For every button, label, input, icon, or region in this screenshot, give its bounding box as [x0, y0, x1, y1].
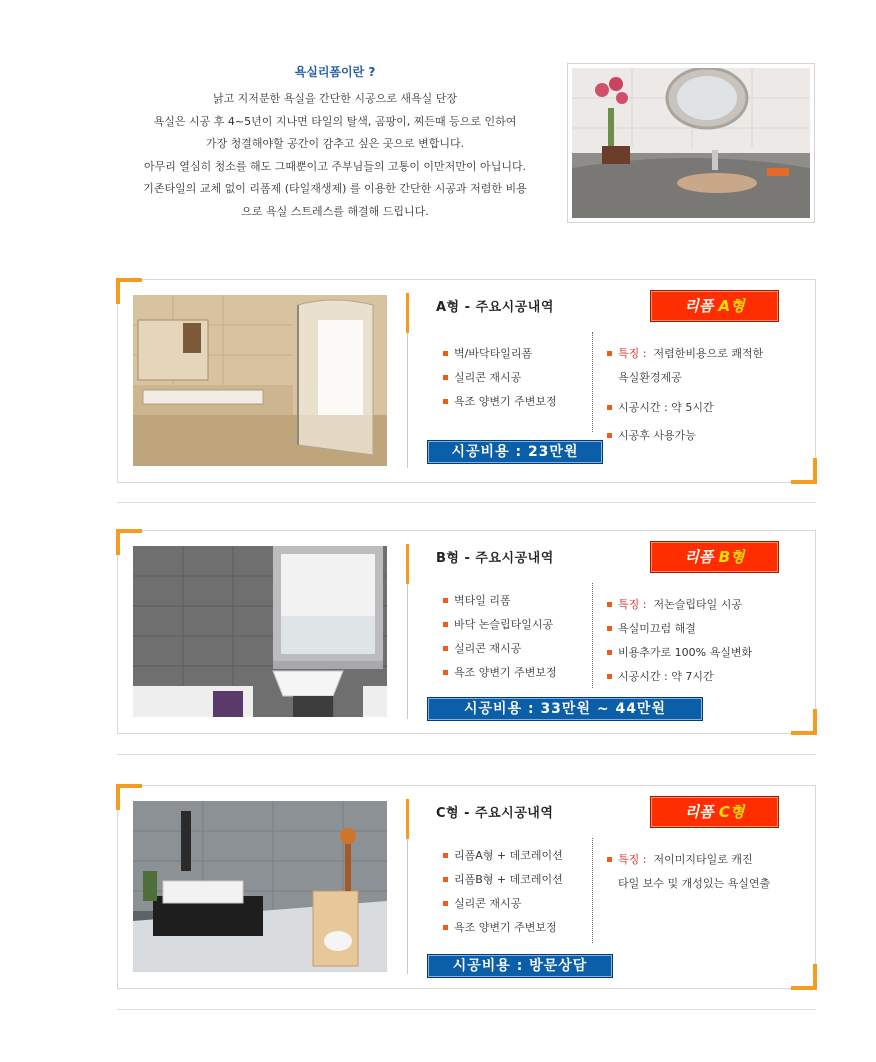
list-item — [443, 916, 563, 940]
bullet-icon — [607, 405, 612, 410]
bullet-icon — [443, 670, 448, 675]
list-item-text: 바닥 논슬립타일시공 — [454, 618, 554, 631]
list-item-text: 벽타일 리폼 — [454, 594, 511, 607]
card-b-badge — [650, 541, 779, 573]
list-item-text: 리폼A형 + 데코레이션 — [454, 849, 563, 862]
card-c-title: C형 - 주요시공내역 — [436, 806, 554, 821]
card-c-cost: 시공비용 : 방문상담 — [427, 954, 613, 978]
bullet-icon — [443, 375, 448, 380]
bullet-icon — [443, 925, 448, 930]
feature-line — [607, 593, 807, 617]
bullet-icon — [443, 853, 448, 858]
card-a-features — [607, 342, 807, 448]
intro-line: 아무리 열심히 청소를 해도 그때뿐이고 주부님들의 고통이 이만저만이 아닙니다. — [143, 159, 527, 173]
list-item — [443, 637, 557, 661]
feature-line — [607, 848, 807, 872]
feature-line — [607, 396, 807, 420]
card-a-cost: 시공비용 : 23만원 — [427, 440, 603, 464]
intro-line: 으로 욕실 스트레스를 해결해 드립니다. — [241, 204, 429, 218]
list-item — [443, 661, 557, 685]
list-item-text: 욕조 양변기 주변보정 — [454, 666, 557, 679]
feature-text: 저논슬립타일 시공 — [653, 598, 742, 611]
intro-text — [105, 62, 565, 223]
bullet-icon — [443, 622, 448, 627]
feature-text: 비용추가로 100% 욕실변화 — [618, 646, 753, 659]
list-item-text: 실리콘 재시공 — [454, 897, 522, 910]
card-b-features — [607, 593, 807, 689]
title-accent-bar — [406, 544, 409, 584]
corner-accent — [791, 964, 817, 990]
feature-text: 시공시간 : 약 5시간 — [618, 401, 714, 414]
feature-line: 타일 보수 및 개성있는 욕실연출 — [618, 877, 771, 890]
bullet-icon — [443, 598, 448, 603]
badge-type: B형 — [718, 548, 745, 566]
card-c-photo — [133, 801, 387, 972]
bullet-icon — [607, 650, 612, 655]
list-item-text: 욕조 양변기 주변보정 — [454, 921, 557, 934]
section-divider — [117, 1009, 816, 1010]
section-divider — [117, 754, 816, 755]
card-a-photo — [133, 295, 387, 466]
list-item — [443, 613, 557, 637]
list-item-text: 벽/바닥타일리폼 — [454, 347, 533, 360]
bullet-icon — [443, 646, 448, 651]
corner-accent — [791, 709, 817, 735]
dotted-divider — [592, 583, 593, 688]
intro-title: 욕실리폼이란 ? — [294, 65, 376, 79]
bullet-icon — [607, 857, 612, 862]
feature-line: 욕실환경제공 — [618, 371, 682, 384]
bullet-icon — [443, 877, 448, 882]
feature-line — [607, 665, 807, 689]
badge-type: A형 — [718, 297, 745, 315]
feature-text: 저렴한비용으로 쾌적한 — [653, 347, 764, 360]
list-item — [443, 390, 557, 414]
reform-card-c — [117, 785, 816, 989]
intro-line: 낡고 지저분한 욕실을 간단한 시공으로 새욕실 단장 — [212, 92, 458, 105]
list-item-text: 실리콘 재시공 — [454, 371, 522, 384]
feature-line — [607, 342, 807, 366]
divider-line — [407, 839, 408, 974]
card-b-cost: 시공비용 : 33만원 ~ 44만원 — [427, 697, 703, 721]
feature-text: 저이미지타일로 캐진 — [653, 853, 753, 866]
feature-line — [607, 424, 807, 448]
badge-prefix: 리폼 — [684, 803, 719, 821]
title-accent-bar — [406, 293, 409, 333]
divider-line — [407, 333, 408, 468]
card-c-features — [607, 848, 807, 896]
bullet-icon — [607, 433, 612, 438]
list-item — [443, 892, 563, 916]
card-c-work-list — [443, 844, 563, 940]
badge-prefix: 리폼 — [684, 548, 719, 566]
list-item — [443, 844, 563, 868]
card-c-badge — [650, 796, 779, 828]
badge-type: C형 — [718, 803, 745, 821]
dotted-divider — [592, 838, 593, 943]
reform-card-b — [117, 530, 816, 734]
corner-accent — [791, 458, 817, 484]
intro-line: 욕실은 시공 후 4~5년이 지나면 타일의 탈색, 곰팡이, 찌든때 등으로 인하여 — [153, 114, 517, 128]
intro-line: 가장 청결해야할 공간이 감추고 싶은 곳으로 변합니다. — [205, 137, 465, 150]
bullet-icon — [607, 351, 612, 356]
list-item-text: 리폼B형 + 데코레이션 — [454, 873, 563, 886]
feature-label: 특징 : — [618, 347, 647, 360]
reform-card-a — [117, 279, 816, 483]
list-item — [443, 868, 563, 892]
list-item-text: 욕조 양변기 주변보정 — [454, 395, 557, 408]
feature-line — [607, 617, 807, 641]
bullet-icon — [443, 901, 448, 906]
section-divider — [117, 502, 816, 503]
bullet-icon — [607, 674, 612, 679]
feature-text: 시공후 사용가능 — [618, 429, 696, 442]
card-a-title: A형 - 주요시공내역 — [436, 300, 554, 315]
feature-text: 시공시간 : 약 7시간 — [618, 670, 714, 683]
bullet-icon — [607, 626, 612, 631]
feature-line — [607, 641, 807, 665]
intro-line: 기존타일의 교체 없이 리폼제 (타일재생제) 를 이용한 간단한 시공과 저렴한 비용 — [143, 182, 527, 195]
list-item — [443, 589, 557, 613]
divider-line — [407, 584, 408, 719]
title-accent-bar — [406, 799, 409, 839]
bullet-icon — [607, 602, 612, 607]
feature-text: 욕실미끄럼 해결 — [618, 622, 696, 635]
list-item — [443, 342, 557, 366]
card-a-work-list — [443, 342, 557, 414]
card-b-title: B형 - 주요시공내역 — [436, 551, 554, 566]
intro-bathroom-photo — [567, 63, 815, 223]
feature-label: 특징 : — [618, 598, 647, 611]
feature-label: 특징 : — [618, 853, 647, 866]
card-b-photo — [133, 546, 387, 717]
bullet-icon — [443, 351, 448, 356]
badge-prefix: 리폼 — [684, 297, 719, 315]
bullet-icon — [443, 399, 448, 404]
card-a-badge — [650, 290, 779, 322]
dotted-divider — [592, 332, 593, 432]
list-item-text: 실리콘 재시공 — [454, 642, 522, 655]
list-item — [443, 366, 557, 390]
card-b-work-list — [443, 589, 557, 685]
